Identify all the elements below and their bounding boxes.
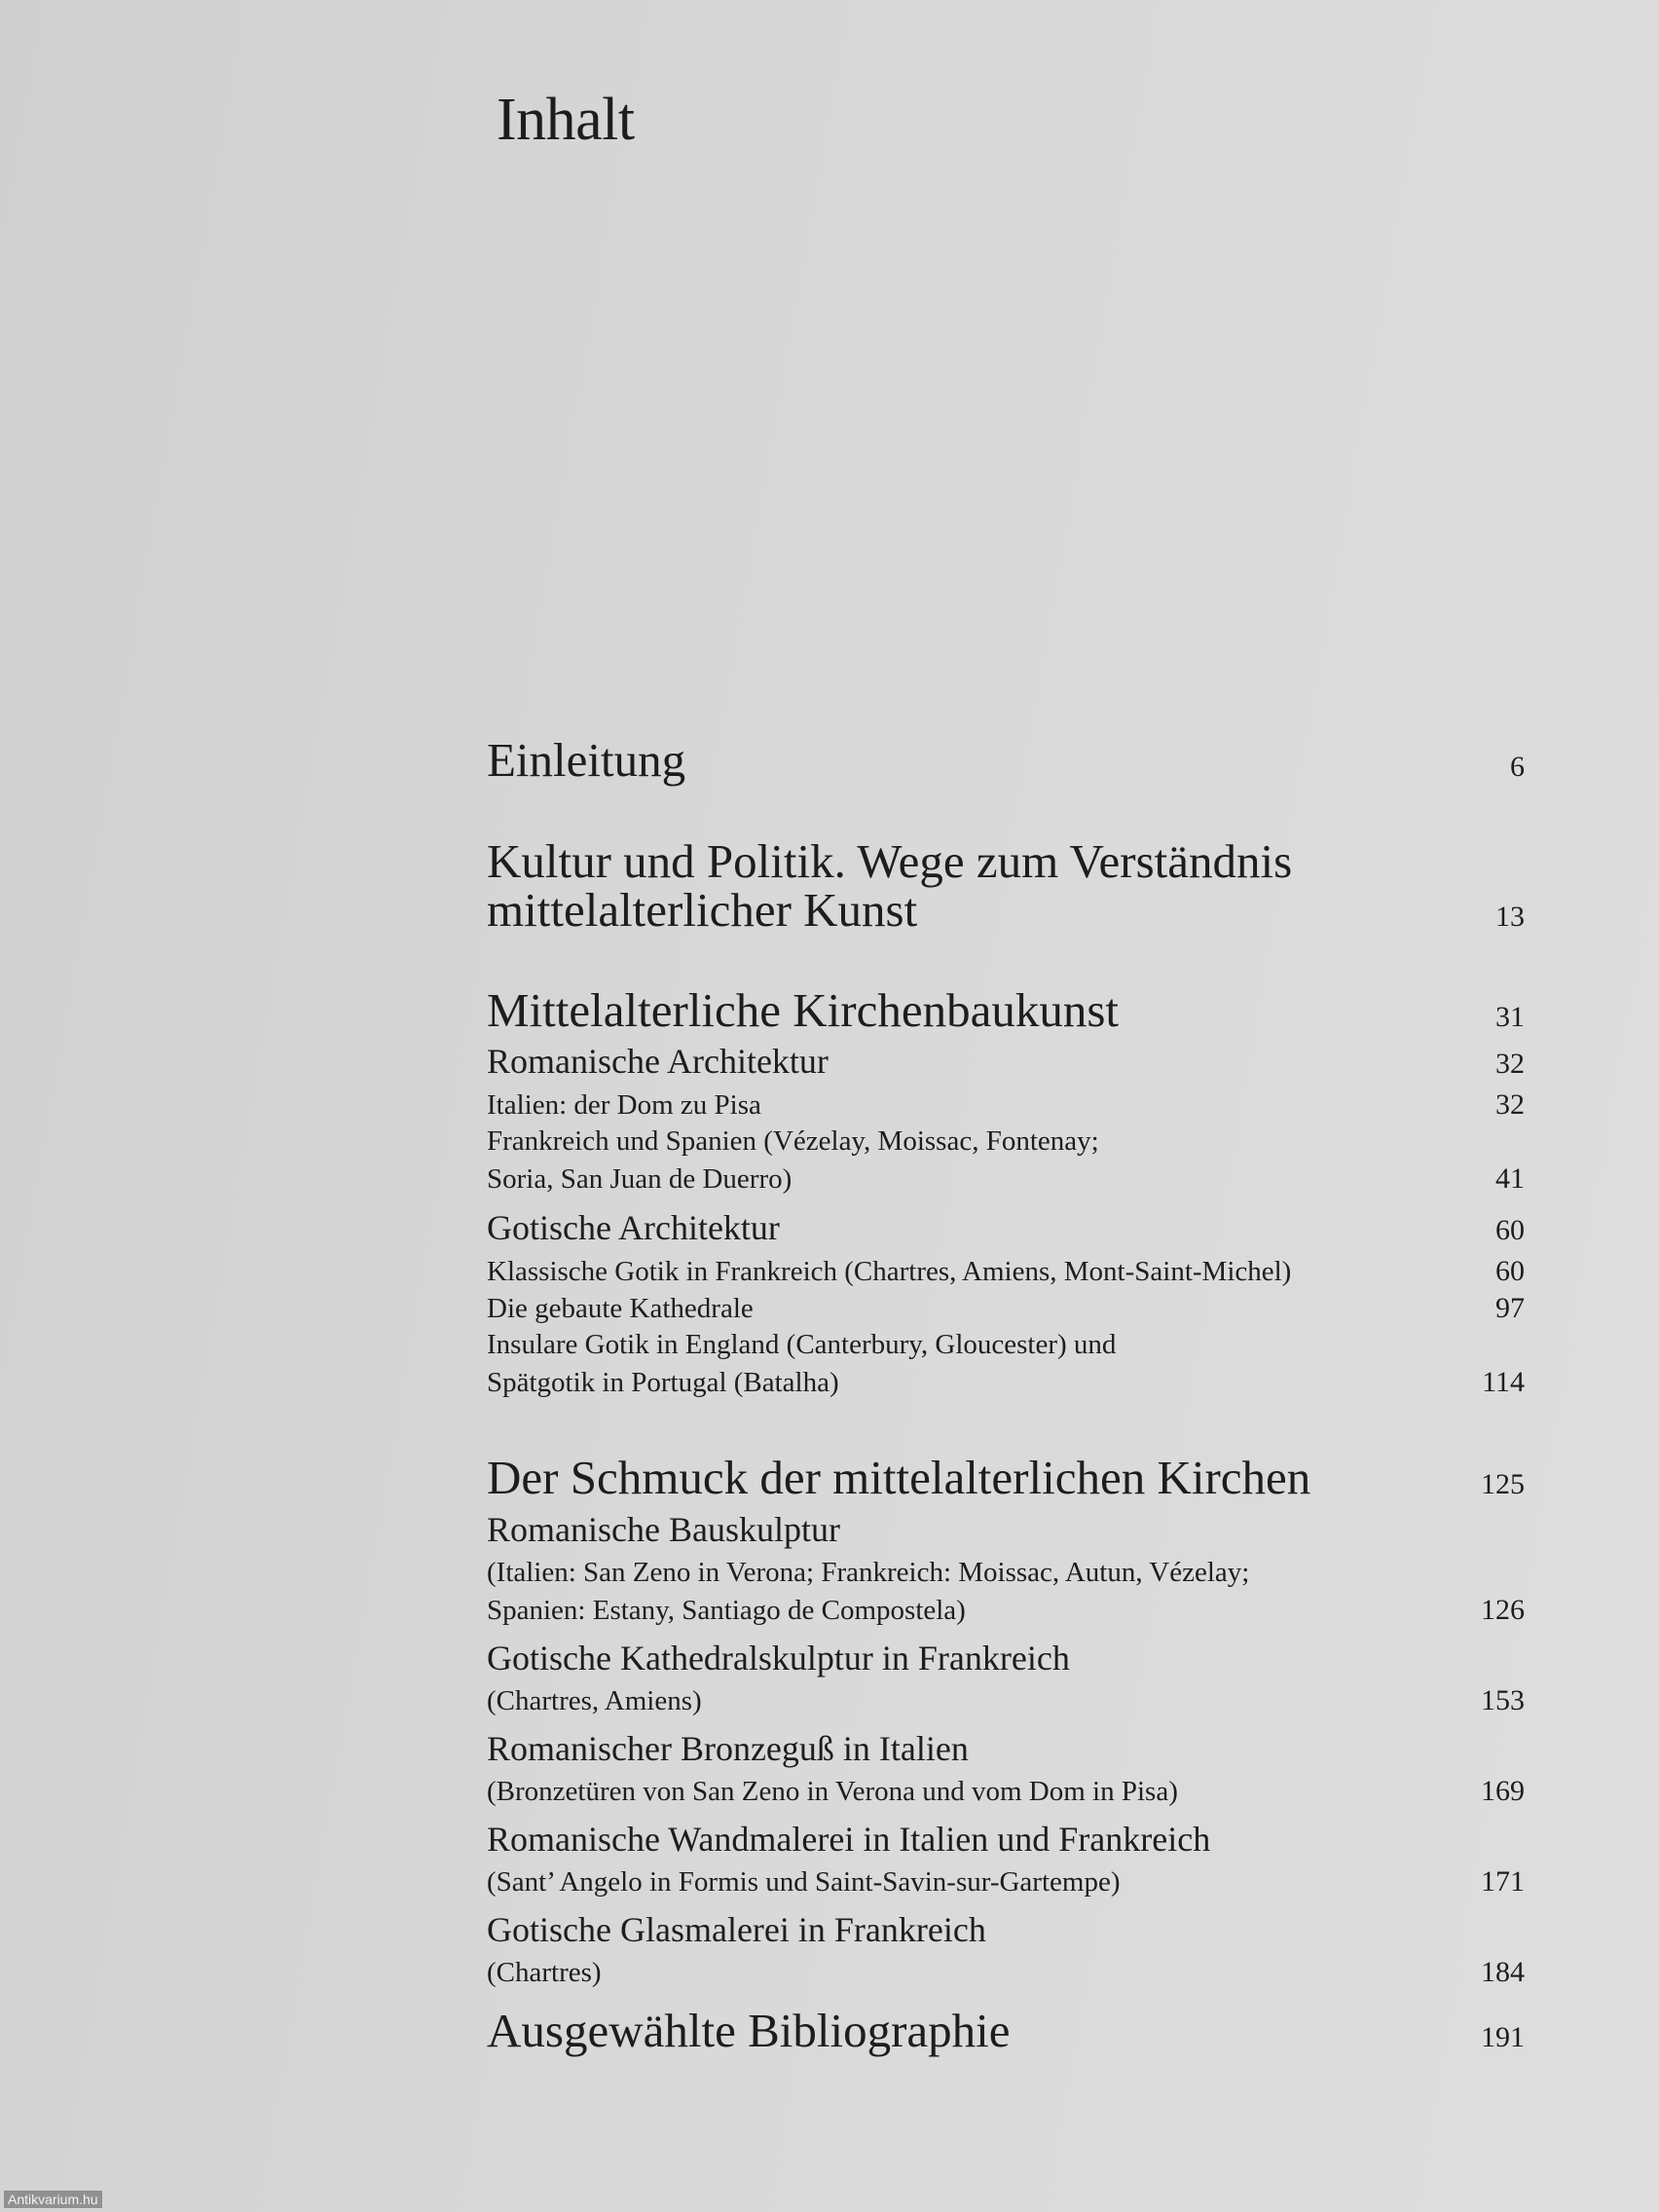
toc-entry [487, 1641, 1525, 1676]
toc-entry [487, 1958, 1525, 1987]
toc-page-number: 31 [1495, 1001, 1525, 1033]
toc-entry-title: Die gebaute Kathedrale [487, 1293, 754, 1324]
toc-entry [487, 1912, 1525, 1947]
toc-entry-title: Spätgotik in Portugal (Batalha) [487, 1367, 839, 1398]
toc-page-number: 184 [1481, 1956, 1525, 1988]
toc-entry [487, 1331, 1525, 1359]
toc-page-number: 97 [1495, 1292, 1525, 1324]
toc-page-number: 6 [1510, 751, 1525, 783]
toc-entry [487, 1559, 1525, 1587]
page-title: Inhalt [497, 87, 635, 153]
toc-entry-title: Der Schmuck der mittelalterlichen Kirchen [487, 1451, 1311, 1504]
toc-entry [487, 983, 1525, 1037]
toc-entry [487, 883, 1525, 937]
toc-entry-title: mittelalterlicher Kunst [487, 883, 918, 937]
toc-entry [487, 1368, 1525, 1397]
toc-entry [487, 1127, 1525, 1156]
toc-entry [487, 1867, 1525, 1897]
toc-entry-title: Klassische Gotik in Frankreich (Chartres, Amiens, Mont-Saint-Michel) [487, 1256, 1292, 1287]
toc-entry [487, 1686, 1525, 1715]
toc-entry-title: (Chartres) [487, 1957, 602, 1988]
toc-entry-title: Gotische Kathedralskulptur in Frankreich [487, 1639, 1070, 1677]
toc-page-number: 153 [1481, 1684, 1525, 1716]
watermark: Antikvarium.hu [4, 2191, 102, 2208]
toc-entry [487, 834, 1525, 888]
toc-entry-title: (Chartres, Amiens) [487, 1685, 702, 1716]
toc-entry-title: Ausgewählte Bibliographie [487, 2004, 1011, 2057]
toc-entry [487, 1210, 1525, 1245]
toc-entry-title: Romanische Bauskulptur [487, 1510, 840, 1549]
toc-page-number: 13 [1495, 901, 1525, 933]
toc-entry-title: Gotische Architektur [487, 1208, 780, 1247]
toc-entry-title: (Sant’ Angelo in Formis und Saint-Savin-sur-Gartempe) [487, 1866, 1121, 1898]
toc-entry [487, 2004, 1525, 2057]
toc-page-number: 171 [1481, 1865, 1525, 1898]
toc-entry [487, 1257, 1525, 1286]
toc-entry [487, 733, 1525, 787]
toc-page-number: 60 [1495, 1255, 1525, 1287]
toc-entry-title: Romanische Architektur [487, 1042, 829, 1081]
toc-entry [487, 1822, 1525, 1857]
toc-entry-title: Frankreich und Spanien (Vézelay, Moissac, Fontenay; [487, 1125, 1099, 1157]
toc-entry [487, 1294, 1525, 1323]
toc-entry-title: Romanischer Bronzeguß in Italien [487, 1729, 969, 1768]
toc-page-number: 125 [1481, 1468, 1525, 1500]
toc-entry-title: Einleitung [487, 733, 686, 787]
toc-entry [487, 1512, 1525, 1547]
toc-page-number: 126 [1481, 1594, 1525, 1626]
toc-entry-title: Soria, San Juan de Duerro) [487, 1163, 793, 1195]
toc-entry [487, 1451, 1525, 1504]
toc-entry-title: (Italien: San Zeno in Verona; Frankreich: Moissac, Autun, Vézelay; [487, 1557, 1250, 1588]
toc-page-number: 169 [1481, 1775, 1525, 1807]
toc-entry [487, 1777, 1525, 1806]
toc-page-number: 191 [1481, 2021, 1525, 2053]
toc-entry [487, 1164, 1525, 1194]
toc-entry-title: Romanische Wandmalerei in Italien und Frankreich [487, 1820, 1211, 1859]
toc-entry-title: Insulare Gotik in England (Canterbury, Gloucester) und [487, 1329, 1117, 1360]
toc-entry-title: Italien: der Dom zu Pisa [487, 1089, 761, 1121]
toc-entry [487, 1596, 1525, 1625]
toc-page-number: 32 [1495, 1048, 1525, 1080]
toc-page-number: 60 [1495, 1214, 1525, 1246]
toc-page-number: 114 [1482, 1366, 1525, 1398]
toc-entry-title: Gotische Glasmalerei in Frankreich [487, 1910, 986, 1949]
toc-entry-title: (Bronzetüren von San Zeno in Verona und vom Dom in Pisa) [487, 1776, 1178, 1807]
toc-entry-title: Kultur und Politik. Wege zum Verständnis [487, 834, 1293, 888]
toc-entry [487, 1044, 1525, 1079]
toc-entry [487, 1090, 1525, 1120]
toc-entry-title: Spanien: Estany, Santiago de Compostela) [487, 1595, 966, 1626]
toc-entry [487, 1731, 1525, 1766]
toc-page-number: 32 [1495, 1088, 1525, 1121]
toc-page-number: 41 [1495, 1162, 1525, 1195]
toc-entry-title: Mittelalterliche Kirchenbaukunst [487, 983, 1120, 1037]
